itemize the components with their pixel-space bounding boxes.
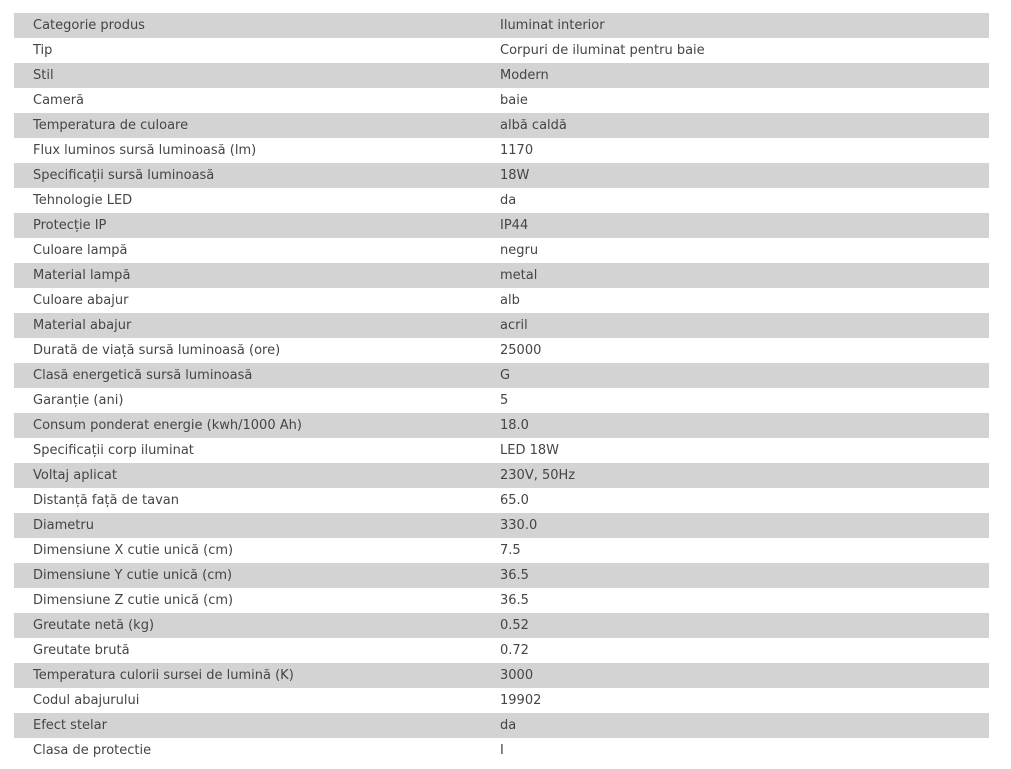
spec-value: 230V, 50Hz [500, 468, 576, 483]
spec-value: baie [500, 93, 528, 108]
spec-row [14, 663, 989, 688]
spec-row [14, 13, 989, 38]
spec-row [14, 438, 989, 463]
spec-label: Culoare abajur [33, 293, 129, 308]
spec-row [14, 63, 989, 88]
spec-label: Specificații sursă luminoasă [33, 168, 215, 183]
spec-row [14, 463, 989, 488]
spec-label: Clasa de protectie [33, 743, 152, 758]
spec-row [14, 488, 989, 513]
spec-value: G [500, 368, 511, 383]
spec-value: da [500, 193, 517, 208]
spec-label: Durată de viață sursă luminoasă (ore) [33, 343, 281, 358]
spec-label: Clasă energetică sursă luminoasă [33, 368, 253, 383]
spec-label: Consum ponderat energie (kwh/1000 Ah) [33, 418, 302, 433]
spec-value: 1170 [500, 143, 534, 158]
spec-label: Dimensiune Z cutie unică (cm) [33, 593, 234, 608]
spec-label: Protecție IP [33, 218, 107, 233]
product-specs-table [14, 13, 989, 763]
spec-label: Tip [33, 43, 53, 58]
spec-value: 19902 [500, 693, 542, 708]
spec-row [14, 613, 989, 638]
spec-label: Temperatura culorii sursei de lumină (K) [33, 668, 294, 683]
spec-label: Diametru [33, 518, 94, 533]
spec-value: Modern [500, 68, 549, 83]
spec-row [14, 288, 989, 313]
spec-label: Categorie produs [33, 18, 145, 33]
spec-label: Specificații corp iluminat [33, 443, 194, 458]
spec-label: Greutate netă (kg) [33, 618, 155, 633]
spec-row [14, 138, 989, 163]
spec-value: 5 [500, 393, 509, 408]
spec-row [14, 363, 989, 388]
spec-row [14, 338, 989, 363]
spec-value: metal [500, 268, 538, 283]
spec-row [14, 563, 989, 588]
spec-label: Voltaj aplicat [33, 468, 117, 483]
spec-value: albă caldă [500, 118, 567, 133]
spec-label: Codul abajurului [33, 693, 140, 708]
spec-row [14, 188, 989, 213]
spec-row [14, 588, 989, 613]
spec-value: 25000 [500, 343, 542, 358]
spec-row [14, 738, 989, 763]
spec-label: Garanție (ani) [33, 393, 124, 408]
spec-value: 36.5 [500, 593, 529, 608]
spec-value: 3000 [500, 668, 534, 683]
spec-row [14, 238, 989, 263]
spec-row [14, 163, 989, 188]
spec-row [14, 313, 989, 338]
spec-label: Temperatura de culoare [33, 118, 189, 133]
spec-value: Corpuri de iluminat pentru baie [500, 43, 705, 58]
spec-label: Dimensiune Y cutie unică (cm) [33, 568, 233, 583]
spec-row [14, 388, 989, 413]
spec-label: Efect stelar [33, 718, 107, 733]
spec-value: 18.0 [500, 418, 529, 433]
spec-label: Dimensiune X cutie unică (cm) [33, 543, 234, 558]
spec-row [14, 213, 989, 238]
spec-row [14, 713, 989, 738]
spec-row [14, 38, 989, 63]
spec-row [14, 638, 989, 663]
spec-label: Material lampă [33, 268, 131, 283]
spec-row [14, 688, 989, 713]
spec-label: Greutate brută [33, 643, 130, 658]
spec-value: 0.52 [500, 618, 529, 633]
spec-value: 7.5 [500, 543, 521, 558]
spec-value: Iluminat interior [500, 18, 605, 33]
spec-value: alb [500, 293, 520, 308]
spec-value: I [500, 743, 504, 758]
spec-value: negru [500, 243, 539, 258]
specs-table-body [14, 13, 989, 763]
spec-label: Culoare lampă [33, 243, 128, 258]
spec-row [14, 538, 989, 563]
spec-label: Material abajur [33, 318, 132, 333]
spec-value: 330.0 [500, 518, 538, 533]
spec-value: LED 18W [500, 443, 559, 458]
spec-value: da [500, 718, 517, 733]
spec-value: 65.0 [500, 493, 529, 508]
spec-row [14, 88, 989, 113]
spec-label: Tehnologie LED [33, 193, 133, 208]
spec-row [14, 413, 989, 438]
spec-value: 36.5 [500, 568, 529, 583]
spec-row [14, 513, 989, 538]
spec-row [14, 113, 989, 138]
spec-label: Cameră [33, 93, 85, 108]
spec-value: IP44 [500, 218, 529, 233]
spec-value: 0.72 [500, 643, 529, 658]
spec-value: 18W [500, 168, 530, 183]
spec-label: Flux luminos sursă luminoasă (lm) [33, 143, 257, 158]
spec-label: Stil [33, 68, 54, 83]
spec-row [14, 263, 989, 288]
spec-label: Distanță față de tavan [33, 493, 179, 508]
spec-value: acril [500, 318, 528, 333]
